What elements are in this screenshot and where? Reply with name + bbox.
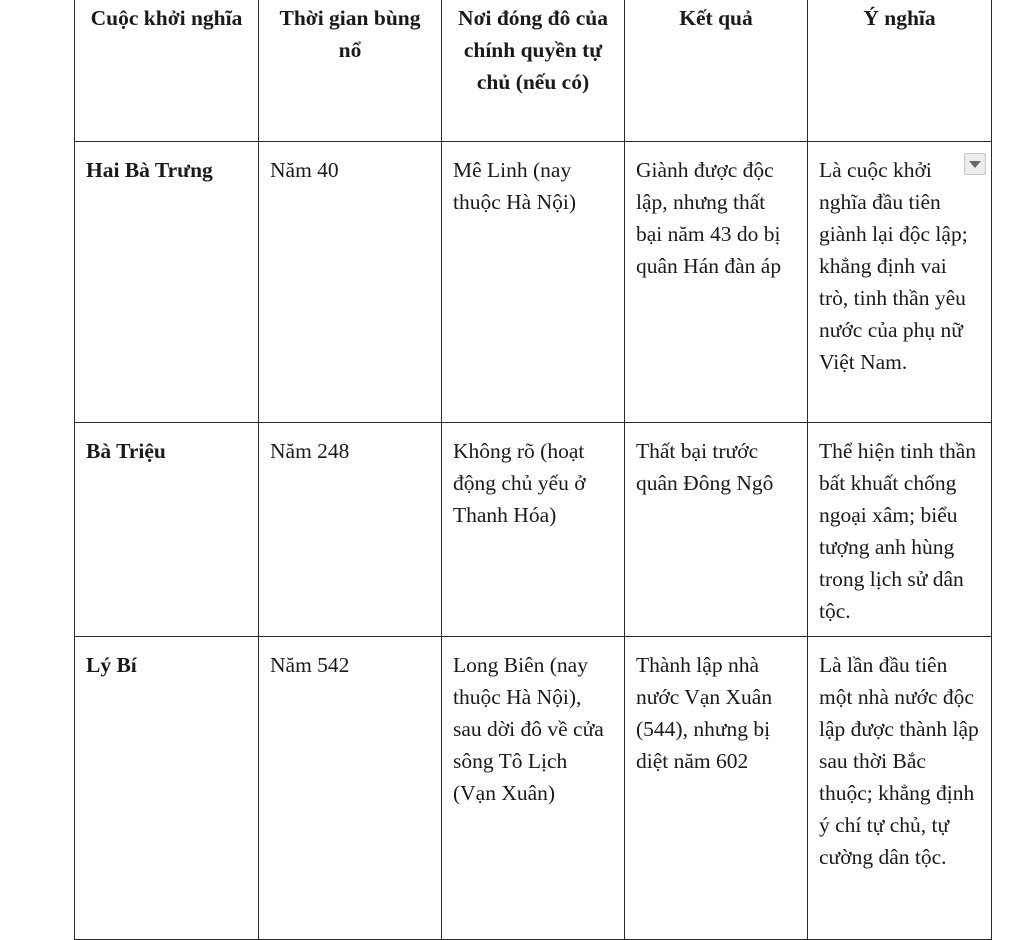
cell-name: Lý Bí [75,637,259,940]
cell-meaning: Thể hiện tinh thần bất khuất chống ngoại xâm; biểu tượng anh hùng trong lịch sử dân tộc. [808,423,992,637]
header-outbreak-time: Thời gian bùng nổ [259,0,442,142]
header-uprising: Cuộc khởi nghĩa [75,0,259,142]
table-header-row [75,0,992,142]
header-capital: Nơi đóng đô của chính quyền tự chủ (nếu có) [442,0,625,142]
header-meaning: Ý nghĩa [808,0,992,142]
table-row [75,423,992,637]
cell-meaning [808,142,992,423]
table-row [75,637,992,940]
cell-name: Bà Triệu [75,423,259,637]
chevron-down-icon[interactable] [964,153,986,175]
cell-result: Thất bại trước quân Đông Ngô [625,423,808,637]
cell-name: Hai Bà Trưng [75,142,259,423]
cell-result: Thành lập nhà nước Vạn Xuân (544), nhưng bị diệt năm 602 [625,637,808,940]
cell-time: Năm 40 [259,142,442,423]
uprisings-table [74,0,992,940]
header-result: Kết quả [625,0,808,142]
cell-result: Giành được độc lập, nhưng thất bại năm 43 do bị quân Hán đàn áp [625,142,808,423]
cell-meaning-text: Là cuộc khởi nghĩa đầu tiên giành lại độc lập; khẳng định vai trò, tinh thần yêu nước của phụ nữ Việt Nam. [819,158,968,374]
cell-time: Năm 542 [259,637,442,940]
cell-capital: Long Biên (nay thuộc Hà Nội), sau dời đô về cửa sông Tô Lịch (Vạn Xuân) [442,637,625,940]
cell-time: Năm 248 [259,423,442,637]
cell-meaning: Là lần đầu tiên một nhà nước độc lập được thành lập sau thời Bắc thuộc; khẳng định ý chí tự chủ, tự cường dân tộc. [808,637,992,940]
cell-capital: Không rõ (hoạt động chủ yếu ở Thanh Hóa) [442,423,625,637]
cell-capital: Mê Linh (nay thuộc Hà Nội) [442,142,625,423]
table-row [75,142,992,423]
